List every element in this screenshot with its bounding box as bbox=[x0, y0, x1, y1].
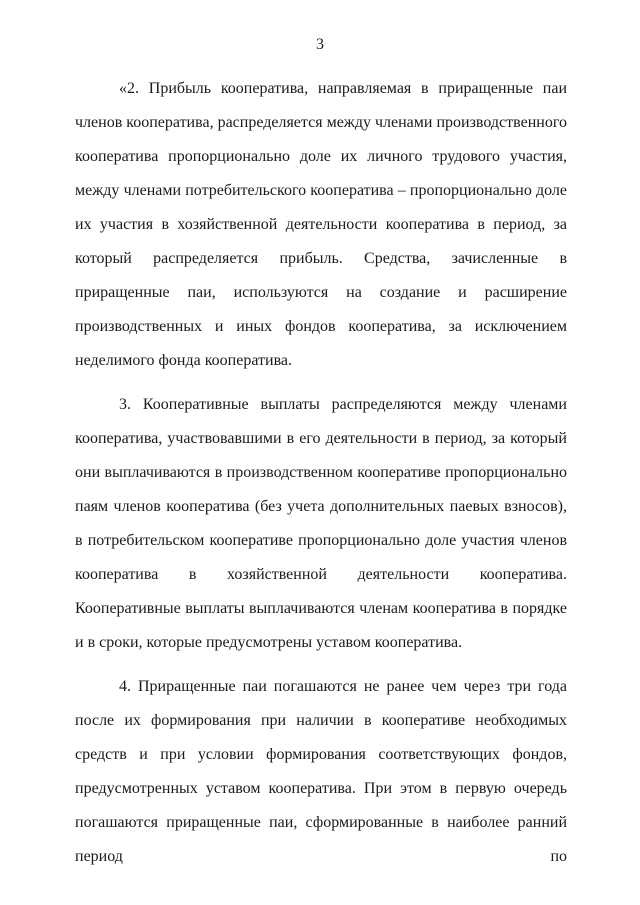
paragraph-4-share-redemption: 4. Приращенные паи погашаются не ранее чем через три года после их формирования при наличии в кооперативе необходимых средств и при условии формирования соответствующих фондов, предусмотренных уставом кооператива. При этом в первую очередь погашаются приращенные паи, сформированные в наиболее ранний период по bbox=[75, 678, 567, 865]
document-body bbox=[75, 72, 567, 884]
page-number: 3 bbox=[316, 36, 324, 53]
paragraph-2-profit-distribution: «2. Прибыль кооператива, направляемая в приращенные паи членов кооператива, распределяется между членами производственного кооператива пропорционально доле их личного трудового участия, между членами потребительского кооператива – пропорционально доле их участия в хозяйственной деятельности кооператива в период, за который распределяется прибыль. Средства, зачисленные в приращенные паи, используются на создание и расширение производственных и иных фондов кооператива, за исключением неделимого фонда кооператива. bbox=[75, 80, 567, 369]
paragraph-3-cooperative-payments: 3. Кооперативные выплаты распределяются между членами кооператива, участвовавшими в его деятельности в период, за который они выплачиваются в производственном кооперативе пропорционально паям членов кооператива (без учета дополнительных паевых взносов), в потребительском кооперативе пропорционально доле участия членов кооператива в хозяйственной деятельности кооператива. Кооперативные выплаты выплачиваются членам кооператива в порядке и в сроки, которые предусмотрены уставом кооператива. bbox=[75, 396, 567, 651]
